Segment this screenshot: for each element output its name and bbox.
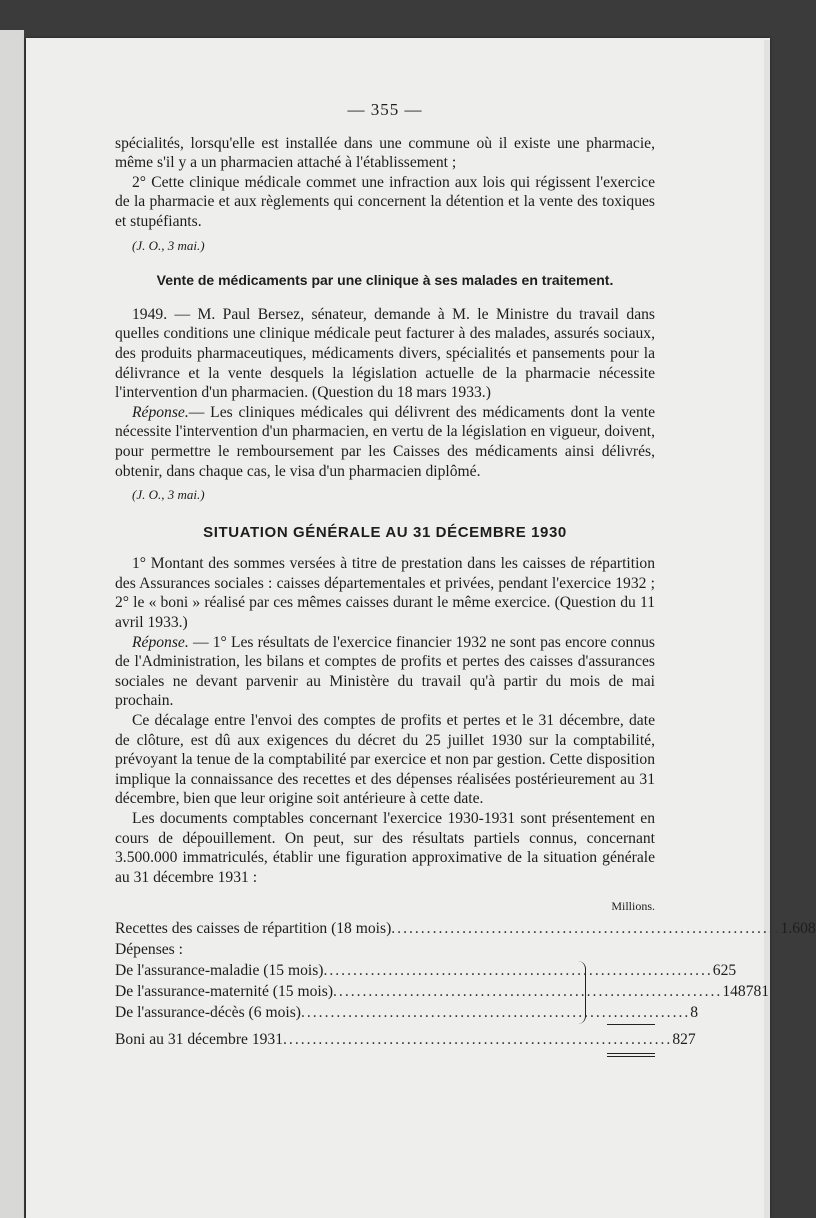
boni-value: 827 [672, 1030, 696, 1048]
recettes-label: Recettes des caisses de répartition (18 mois) [115, 919, 392, 937]
recettes-value: 1.608 [780, 919, 816, 937]
depenses-header-row [115, 940, 655, 961]
section2-answer-label: Réponse. [132, 633, 189, 651]
row-label: De l'assurance-maternité (15 mois) [115, 982, 334, 1000]
section2-answer-text: — 1° Les résultats de l'exercice financier 1932 ne sont pas encore connus de l'Administration, les bilans et comptes de profits et pertes des caisses d'assurances sociales ne devant parvenir au Ministère du travail qu'à partir du mois de mai prochain. [115, 633, 655, 710]
grouping-brace [577, 961, 586, 1024]
section1-title: Vente de médicaments par une clinique à ses malades en traitement. [156, 272, 614, 289]
row-value: 8 [690, 1003, 699, 1021]
section2-question: 1° Montant des sommes versées à titre de prestation dans les caisses de répartition des Assurances sociales : caisses départementales et privées, pendant l'exercice 1932 ; 2° le « boni » réalisé par ces mêmes caisses durant le même exercice. (Question du 11 avril 1933.) [115, 555, 655, 632]
section1-answer-label: Réponse. [132, 403, 189, 421]
row-label: De l'assurance-maladie (15 mois) [115, 961, 324, 979]
depenses-label: Dépenses : [115, 940, 183, 958]
section2-paragraph-2: Ce décalage entre l'envoi des comptes de profits et pertes et le 31 décembre, date de clôture, est dû aux exigences du décret du 25 juillet 1930 sur la comptabilité, prévoyant la tenue de la comptabilité par exercice et non par gestion. Cette disposition implique la connaissance des recettes et des dépenses réalisées postérieurement au 31 décembre, bien que leur origine soit antérieure à cette date. [115, 712, 655, 808]
depenses-total: 781 [745, 982, 770, 1000]
page-number: — 355 — [347, 100, 423, 119]
table-row [115, 961, 737, 982]
table-row [115, 982, 770, 1003]
leader-dots: .................................................................. [323, 961, 713, 979]
leader-dots: .................................................................. [391, 919, 781, 937]
row-value: 625 [712, 961, 737, 979]
section1-answer-text: — Les cliniques médicales qui délivrent des médicaments dont la vente nécessite l'intervention d'un pharmacien, en vertu de la législation en vigueur, doivent, pour permettre le remboursement par les Caisses des médicaments ainsi délivrés, obtenir, dans chaque cas, le visa d'un pharmacien diplômé. [115, 403, 655, 480]
section2-paragraph-3: Les documents comptables concernant l'exercice 1930-1931 sont présentement en cours de dépouillement. On peut, sur des résultats partiels connus, concernant 3.500.000 immatriculés, établir une figuration approximative de la situation générale au 31 décembre 1931 : [115, 810, 655, 886]
recettes-row [115, 919, 816, 940]
page-edge [764, 40, 770, 1218]
section2-answer [115, 633, 655, 711]
row-label: De l'assurance-décès (6 mois) [115, 1003, 301, 1021]
depenses-group [115, 961, 770, 1024]
sum-rule [607, 1024, 655, 1025]
section2-title: SITUATION GÉNÉRALE AU 31 DÉCEMBRE 1930 [203, 523, 567, 541]
section1-source: (J. O., 3 mai.) [132, 487, 205, 503]
intro-paragraph-1: spécialités, lorsqu'elle est installée dans une commune où il existe une pharmacie, même s'il y a un pharmacien attaché à l'établissement ; [115, 134, 655, 172]
table-row [115, 1003, 699, 1024]
section1-answer [115, 403, 655, 481]
financial-table [115, 897, 816, 1059]
table-unit: Millions. [611, 899, 655, 914]
facing-page-edge [0, 30, 24, 1218]
boni-row [115, 1030, 696, 1051]
leader-dots: .................................................................. [283, 1030, 673, 1048]
boni-label: Boni au 31 décembre 1931 [115, 1030, 284, 1048]
double-rule [115, 1051, 655, 1059]
page-content [115, 100, 816, 1059]
intro-source: (J. O., 3 mai.) [132, 237, 205, 253]
intro-paragraph-2: 2° Cette clinique médicale commet une infraction aux lois qui régissent l'exercice de la pharmacie et aux règlements qui concernent la détention et la vente des toxiques et stupéfiants. [115, 173, 655, 230]
row-value: 148 [722, 982, 746, 1000]
leader-dots: .................................................................. [300, 1003, 691, 1021]
leader-dots: .................................................................. [333, 982, 723, 1000]
section1-question: 1949. — M. Paul Bersez, sénateur, demande à M. le Ministre du travail dans quelles conditions une clinique médicale peut facturer à des malades, assurés sociaux, des produits pharmaceutiques, médicaments divers, spécialités et pansements pour la délivrance et la vente desquels la législation actuelle de la pharmacie nécessite l'intervention d'un pharmacien. (Question du 18 mars 1933.) [115, 305, 655, 402]
